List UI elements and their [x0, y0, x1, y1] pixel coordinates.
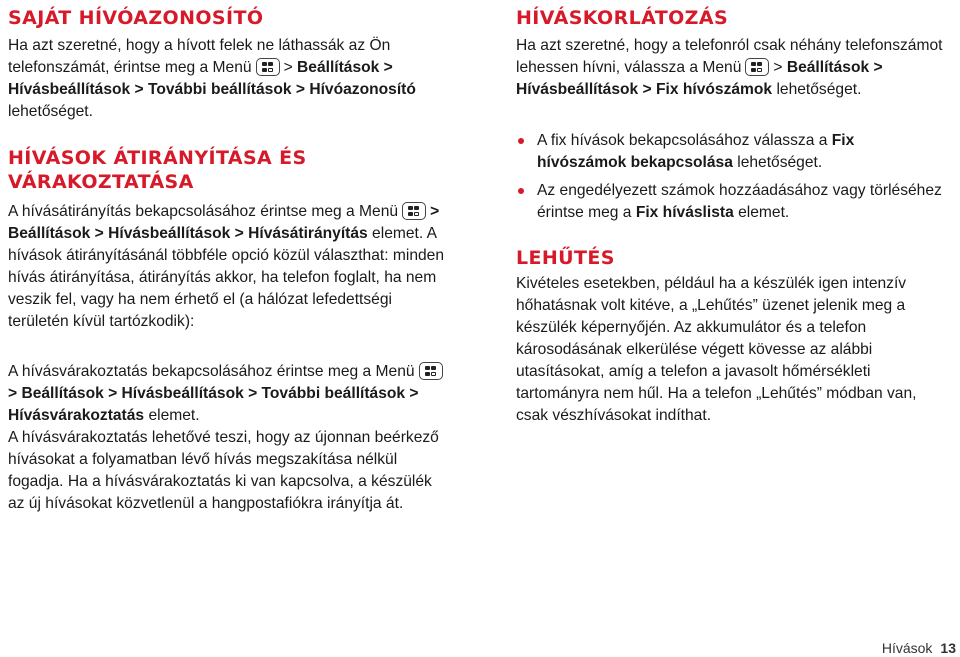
page-number: 13	[940, 640, 956, 656]
forwarding-heading-line2: VÁRAKOZTATÁSA	[8, 171, 194, 193]
bullet-text: A fix hívások bekapcsolásához válassza a	[537, 132, 832, 149]
restriction-text-2: >	[773, 59, 783, 76]
restriction-text	[516, 35, 956, 101]
restriction-text-1: Ha azt szeretné, hogy a telefonról csak néhány telefonszámot lehessen hívni, válassza a Menü	[516, 37, 943, 76]
waiting-description: A hívásvárakoztatás lehetővé teszi, hogy az újonnan beérkező hívásokat a folyamatban lévő hívás megszakítása nélkül fogadja. Ha a hívásvárakoztatás ki van kapcsolva, a készülék az új hívásokat közvetlenül a hangpostafiókra irányítja át.	[8, 429, 439, 512]
cooling-text: Kivételes esetekben, például ha a készülék igen intenzív hőhatásnak volt kitéve, a „Lehűtés” üzenet jelenik meg a készülék képernyőjén. Az akkumulátor és a telefon károsodásának elkerülése végett kövesse az alábbi utasításokat, amíg a telefon a javasolt hőmérsékleti tartományra nem hűl. Ha a telefon „Lehűtés” módban van, csak vészhívásokat indíthat.	[516, 275, 917, 424]
caller-id-text-2: >	[283, 59, 293, 76]
bullet-item	[516, 180, 946, 224]
restriction-heading: HÍVÁSKORLÁTOZÁS	[516, 7, 729, 29]
waiting-text	[8, 361, 448, 427]
forwarding-heading-line1: HÍVÁSOK ÁTIRÁNYÍTÁSA ÉS	[8, 147, 307, 169]
waiting-text-1: A hívásvárakoztatás bekapcsolásához érintse meg a Menü	[8, 363, 415, 380]
waiting-path: > Beállítások > Hívásbeállítások > További beállítások > Hívásvárakoztatás	[8, 385, 419, 424]
menu-key-icon	[402, 202, 426, 220]
caller-id-text-3: lehetőséget.	[8, 103, 93, 120]
caller-id-text	[8, 35, 448, 123]
waiting-text-2: elemet.	[144, 407, 200, 424]
bullet-text: lehetőséget.	[732, 154, 823, 171]
footer-section: Hívások	[881, 640, 933, 656]
bullet-item	[516, 130, 946, 174]
restriction-bullet-list	[516, 130, 946, 230]
bullet-bold: Fix hívószámok bekapcsolása	[537, 132, 855, 171]
restriction-path: Beállítások > Hívásbeállítások > Fix hívószámok	[516, 59, 883, 98]
restriction-text-3: lehetőséget.	[772, 81, 862, 98]
page-footer	[882, 640, 956, 656]
forwarding-text	[8, 201, 448, 333]
bullet-text: Az engedélyezett számok hozzáadásához vagy törléséhez érintse meg a	[537, 182, 942, 221]
forwarding-text-1: A hívásátirányítás bekapcsolásához érintse meg a Menü	[8, 203, 399, 220]
caller-id-heading: SAJÁT HÍVÓAZONOSÍTÓ	[8, 7, 264, 29]
cooling-heading: LEHŰTÉS	[516, 247, 615, 269]
bullet-bold: Fix híváslista	[635, 204, 734, 221]
caller-id-path: Beállítások > Hívásbeállítások > További beállítások > Hívóazonosító	[8, 59, 416, 98]
forwarding-path: > Beállítások > Hívásbeállítások > Hívásátirányítás	[8, 203, 440, 242]
menu-key-icon	[745, 58, 769, 76]
caller-id-text-1: Ha azt szeretné, hogy a hívott felek ne láthassák az Ön telefonszámát, érintse meg a Menü	[8, 37, 391, 76]
bullet-text: elemet.	[733, 204, 790, 221]
menu-key-icon	[256, 58, 280, 76]
menu-key-icon	[419, 362, 443, 380]
forwarding-text-2: elemet. A hívások átirányításánál többféle opció közül választhat: minden hívás átirányítása, átirányítás akkor, ha telefon foglalt, ha nem veszik fel, vagy ha nem érhető el (a hálózat lefedettségi területén kívül tartózkodik):	[8, 225, 445, 330]
